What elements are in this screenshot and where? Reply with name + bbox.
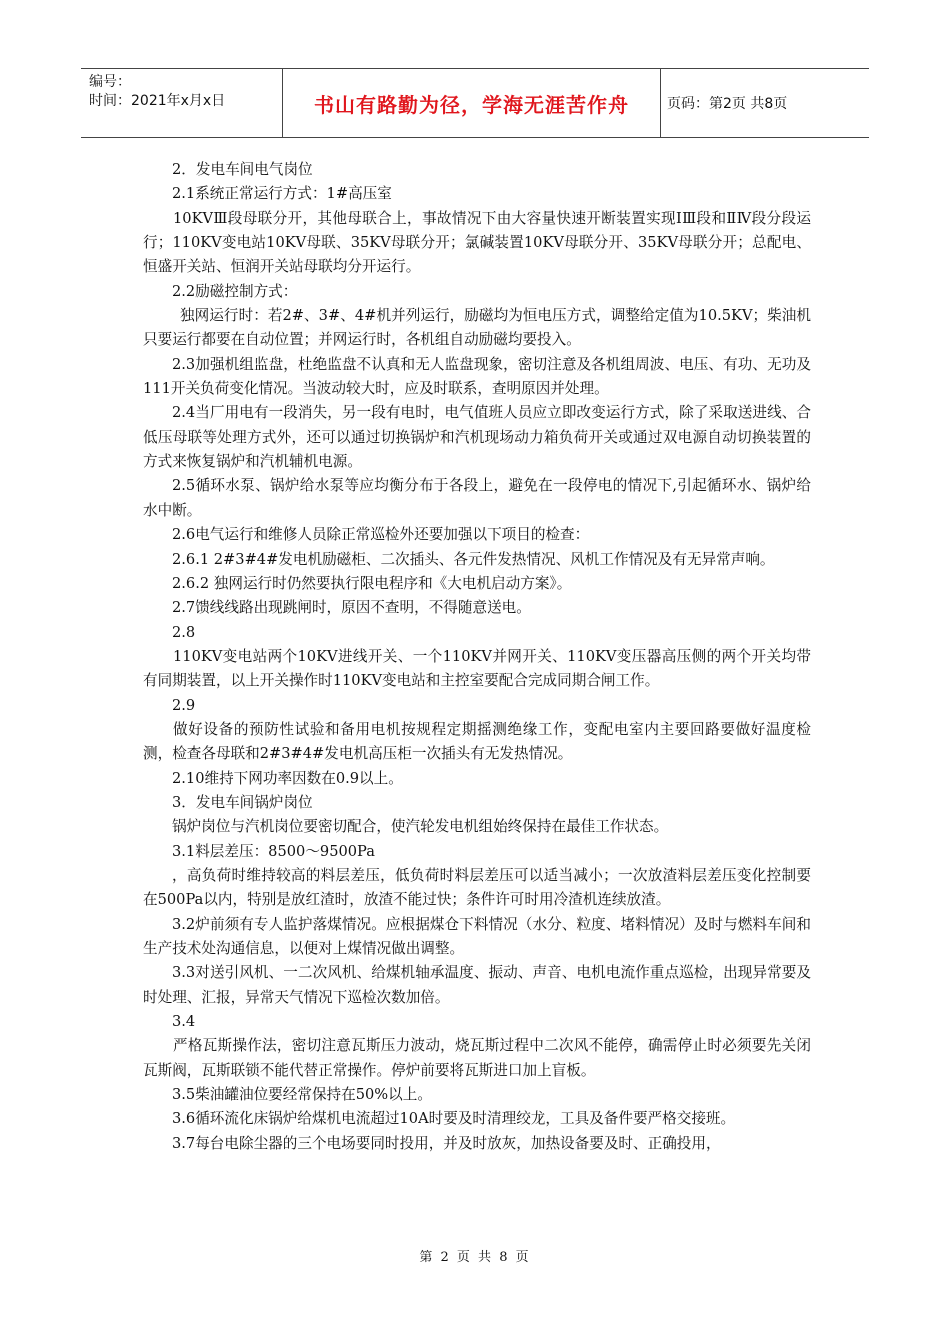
paragraph: 3.3对送引风机、一二次风机、给煤机轴承温度、振动、声音、电机电流作重点巡检，出现异常要及时处理、汇报，异常天气情况下巡检次数加倍。 bbox=[143, 964, 811, 1006]
document-time-label: 时间：2021年x月x日 bbox=[89, 93, 226, 109]
header-motto: 书山有路勤为径，学海无涯苦作舟 bbox=[314, 92, 629, 117]
paragraph: 3.4 bbox=[172, 1013, 196, 1031]
paragraph: 2.9 bbox=[172, 696, 196, 714]
section-heading: 3．发电车间锅炉岗位 bbox=[172, 793, 313, 811]
paragraph: 做好设备的预防性试验和备用电机按规程定期摇测绝缘工作，变配电室内主要回路要做好温度检测，检查各母联和2#3#4#发电机高压柜一次插头有无发热情况。 bbox=[143, 720, 811, 763]
paragraph: 3.6循环流化床锅炉给煤机电流超过10A时要及时清理绞龙，工具及备件要严格交接班。 bbox=[172, 1110, 736, 1128]
paragraph: 3.5柴油罐油位要经常保持在50%以上。 bbox=[172, 1086, 432, 1104]
paragraph: 锅炉岗位与汽机岗位要密切配合，使汽轮发电机组始终保持在最佳工作状态。 bbox=[172, 818, 669, 836]
paragraph: 2.1系统正常运行方式：1#高压室 bbox=[172, 185, 392, 203]
footer-page-number: 第 2 页 共 8 页 bbox=[419, 1250, 531, 1265]
paragraph: 2.7馈线线路出现跳闸时，原因不查明，不得随意送电。 bbox=[172, 599, 531, 617]
paragraph: 2.2励磁控制方式： bbox=[172, 282, 298, 300]
page-footer bbox=[0, 1246, 950, 1265]
paragraph: 2.6.2 独网运行时仍然要执行限电程序和《大电机启动方案》。 bbox=[172, 574, 572, 592]
paragraph: 2.6.1 2#3#4#发电机励磁柜、二次插头、各元件发热情况、风机工作情况及有无异常声响。 bbox=[172, 550, 775, 568]
paragraph: 2.3加强机组监盘，杜绝监盘不认真和无人监盘现象，密切注意及各机组周波、电压、有功、无功及111开关负荷变化情况。当波动较大时，应及时联系，查明原因并处理。 bbox=[143, 355, 811, 398]
paragraph: 2.4当厂用电有一段消失，另一段有电时，电气值班人员应立即改变运行方式，除了采取送进线、合低压母联等处理方式外，还可以通过切换锅炉和汽机现场动力箱负荷开关或通过双电源自动切换装置的方式来恢复锅炉和汽机辅机电源。 bbox=[143, 404, 811, 471]
paragraph: 独网运行时：若2#、3#、4#机并列运行，励磁均为恒电压方式，调整给定值为10.5KV；柴油机只要运行都要在自动位置；并网运行时，各机组自动励磁均要投入。 bbox=[143, 307, 811, 349]
header-motto-cell bbox=[283, 69, 661, 137]
section-heading: 2．发电车间电气岗位 bbox=[172, 161, 313, 178]
header-meta-cell bbox=[81, 69, 283, 137]
page-header bbox=[81, 68, 869, 138]
paragraph: 2.8 bbox=[172, 623, 196, 641]
paragraph: 2.10维持下网功率因数在0.9以上。 bbox=[172, 769, 403, 787]
paragraph: 110KV变电站两个10KV进线开关、一个110KV并网开关、110KV变压器高压侧的两个开关均带有同期装置，以上开关操作时110KV变电站和主控室要配合完成同期合闸工作。 bbox=[143, 647, 811, 690]
paragraph: 2.6电气运行和维修人员除正常巡检外还要加强以下项目的检查： bbox=[172, 526, 590, 544]
paragraph: 2.5循环水泵、锅炉给水泵等应均衡分布于各段上，避免在一段停电的情况下,引起循环水、锅炉给水中断。 bbox=[143, 477, 811, 519]
document-number-label: 编号： bbox=[89, 74, 131, 90]
header-page-cell bbox=[661, 69, 869, 137]
paragraph: ，高负荷时维持较高的料层差压，低负荷时料层差压可以适当减小；一次放渣料层差压变化控制要在500Pa以内，特别是放红渣时，放渣不能过快；条件许可时用冷渣机连续放渣。 bbox=[143, 866, 811, 909]
paragraph: 10KVⅢ段母联分开，其他母联合上，事故情况下由大容量快速开断装置实现ⅠⅢ段和ⅡⅣ段分段运行；110KV变电站10KV母联、35KV母联分开；氯碱装置10KV母联分开、35KV母联分开；总配电、恒盛开关站、恒润开关站母联均分开运行。 bbox=[143, 209, 811, 276]
header-page-number: 页码：第2页 共8页 bbox=[667, 96, 788, 112]
paragraph: 3.1料层差压：8500～9500Pa bbox=[172, 842, 375, 860]
paragraph: 3.2炉前须有专人监护落煤情况。应根据煤仓下料情况（水分、粒度、堵料情况）及时与燃料车间和生产技术处沟通信息，以便对上煤情况做出调整。 bbox=[143, 915, 811, 957]
paragraph: 3.7每台电除尘器的三个电场要同时投用，并及时放灰，加热设备要及时、正确投用， bbox=[172, 1134, 721, 1152]
document-body bbox=[143, 158, 811, 1156]
paragraph: 严格瓦斯操作法，密切注意瓦斯压力波动，烧瓦斯过程中二次风不能停，确需停止时必须要先关闭瓦斯阀，瓦斯联锁不能代替正常操作。停炉前要将瓦斯进口加上盲板。 bbox=[143, 1037, 811, 1079]
